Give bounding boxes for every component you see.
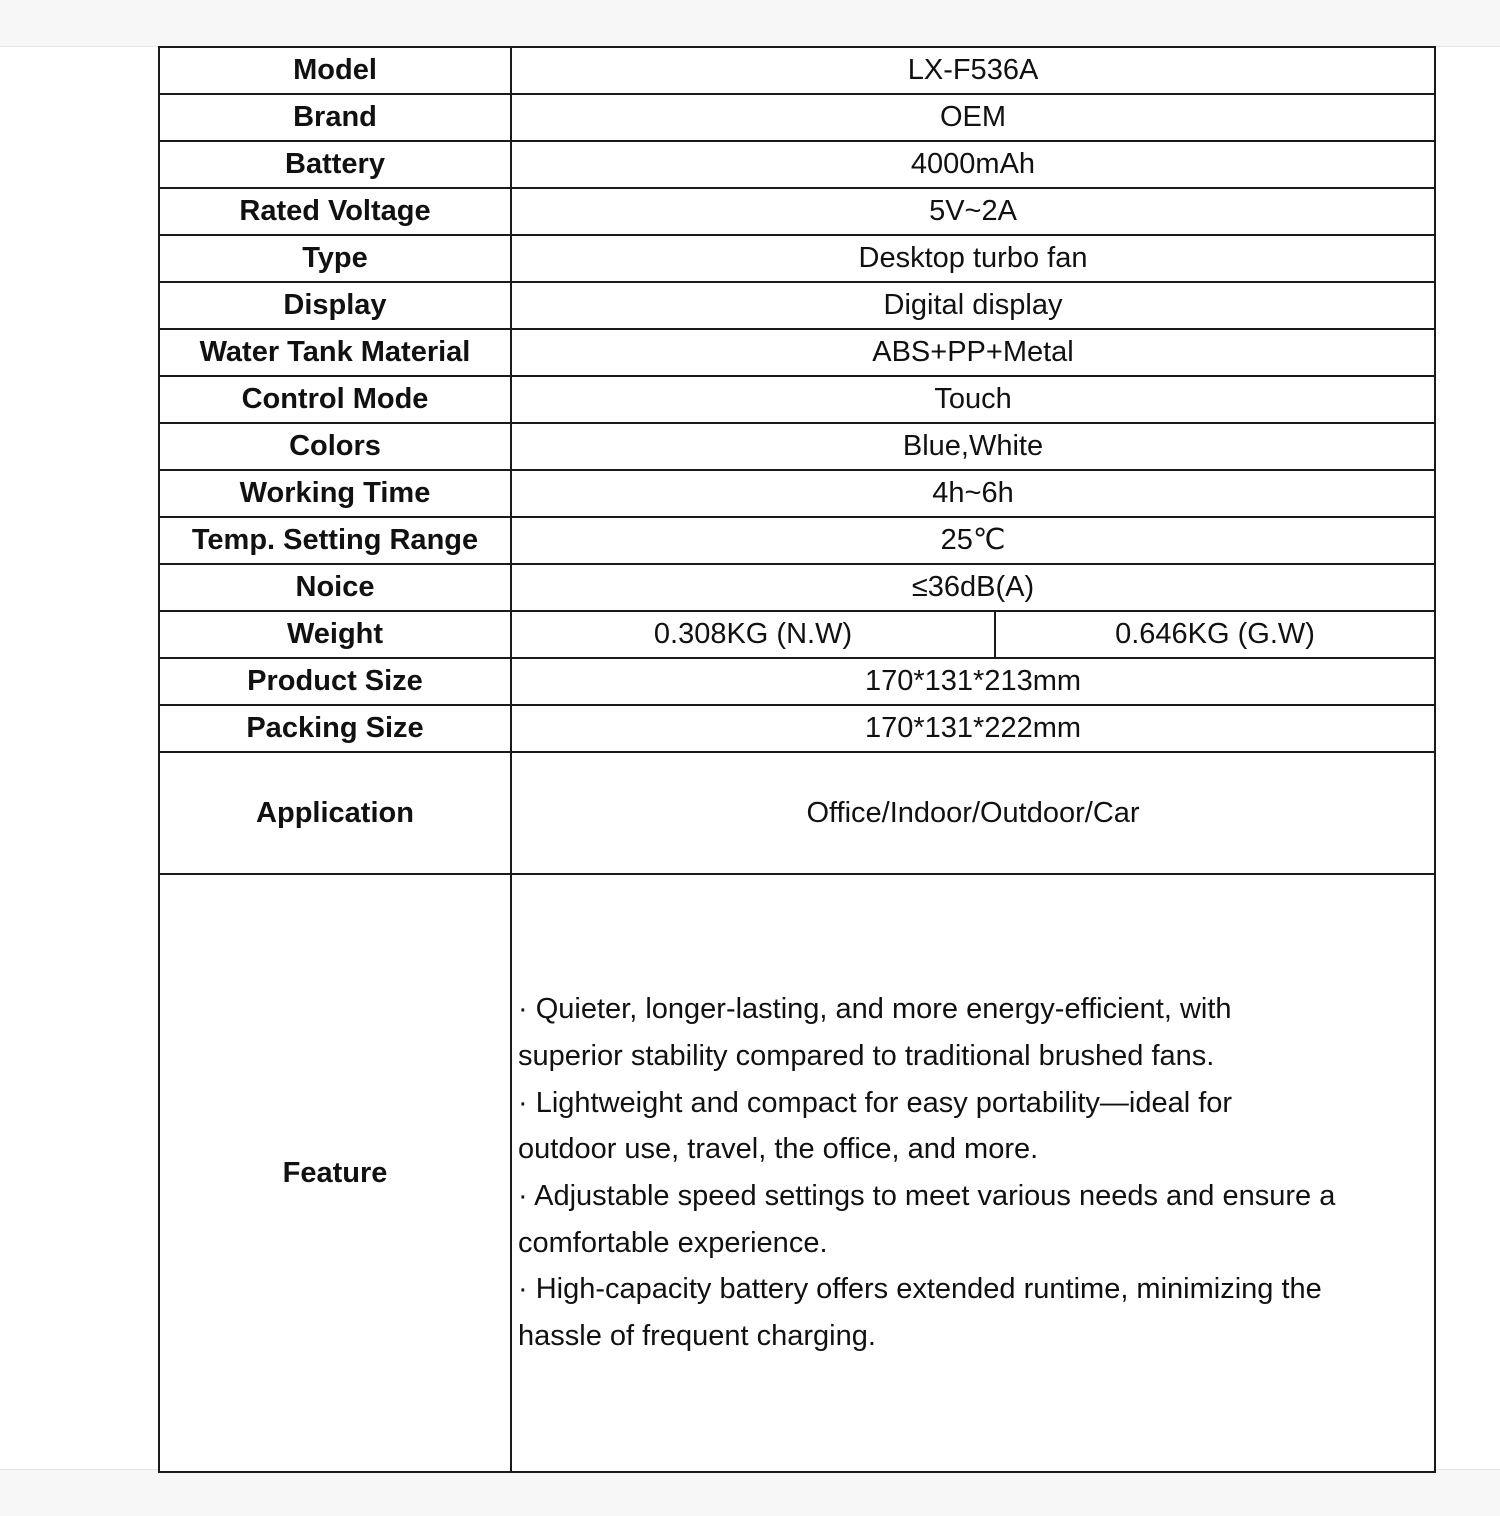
row-value: 170*131*213mm — [511, 658, 1435, 705]
row-label: Water Tank Material — [159, 329, 511, 376]
row-value: OEM — [511, 94, 1435, 141]
feature-line: superior stability compared to traditional brushed fans. — [518, 1039, 1215, 1072]
application-value: Office/Indoor/Outdoor/Car — [511, 752, 1435, 874]
feature-line: outdoor use, travel, the office, and more. — [518, 1133, 1039, 1166]
row-value: Touch — [511, 376, 1435, 423]
row-label: Working Time — [159, 470, 511, 517]
table-row — [159, 94, 1435, 141]
feature-row — [159, 874, 1435, 1472]
net-weight-value: 0.308KG (N.W) — [511, 611, 995, 658]
weight-label: Weight — [159, 611, 511, 658]
row-label: Battery — [159, 141, 511, 188]
row-label: Packing Size — [159, 705, 511, 752]
row-value: ≤36dB(A) — [511, 564, 1435, 611]
application-row — [159, 752, 1435, 874]
table-row — [159, 47, 1435, 94]
table-row — [159, 376, 1435, 423]
table-row — [159, 329, 1435, 376]
table-row — [159, 235, 1435, 282]
row-value: LX-F536A — [511, 47, 1435, 94]
table-row — [159, 282, 1435, 329]
row-value: 170*131*222mm — [511, 705, 1435, 752]
row-value: Desktop turbo fan — [511, 235, 1435, 282]
row-label: Noice — [159, 564, 511, 611]
spec-table — [158, 46, 1436, 1473]
table-row — [159, 188, 1435, 235]
table-row — [159, 470, 1435, 517]
table-row — [159, 658, 1435, 705]
row-value: 5V~2A — [511, 188, 1435, 235]
gross-weight-value: 0.646KG (G.W) — [995, 611, 1435, 658]
row-value: 25℃ — [511, 517, 1435, 564]
table-row — [159, 517, 1435, 564]
table-row — [159, 705, 1435, 752]
feature-line: · High-capacity battery offers extended runtime, minimizing the — [518, 1273, 1322, 1306]
row-label: Model — [159, 47, 511, 94]
feature-line: · Lightweight and compact for easy portability—ideal for — [518, 1086, 1233, 1119]
row-value: ABS+PP+Metal — [511, 329, 1435, 376]
row-label: Display — [159, 282, 511, 329]
table-row — [159, 564, 1435, 611]
row-label: Type — [159, 235, 511, 282]
row-value: 4h~6h — [511, 470, 1435, 517]
weight-row — [159, 611, 1435, 658]
feature-list — [511, 874, 1435, 1472]
row-label: Product Size — [159, 658, 511, 705]
feature-line: comfortable experience. — [518, 1226, 828, 1259]
row-label: Control Mode — [159, 376, 511, 423]
row-label: Rated Voltage — [159, 188, 511, 235]
table-row — [159, 423, 1435, 470]
application-label: Application — [159, 752, 511, 874]
row-value: 4000mAh — [511, 141, 1435, 188]
table-row — [159, 141, 1435, 188]
feature-line: · Adjustable speed settings to meet various needs and ensure a — [518, 1180, 1336, 1212]
row-value: Blue,White — [511, 423, 1435, 470]
row-label: Temp. Setting Range — [159, 517, 511, 564]
feature-line: · Quieter, longer-lasting, and more energy-efficient, with — [518, 993, 1232, 1026]
feature-line: hassle of frequent charging. — [518, 1320, 876, 1353]
row-label: Brand — [159, 94, 511, 141]
row-label: Colors — [159, 423, 511, 470]
row-value: Digital display — [511, 282, 1435, 329]
feature-label: Feature — [159, 874, 511, 1472]
